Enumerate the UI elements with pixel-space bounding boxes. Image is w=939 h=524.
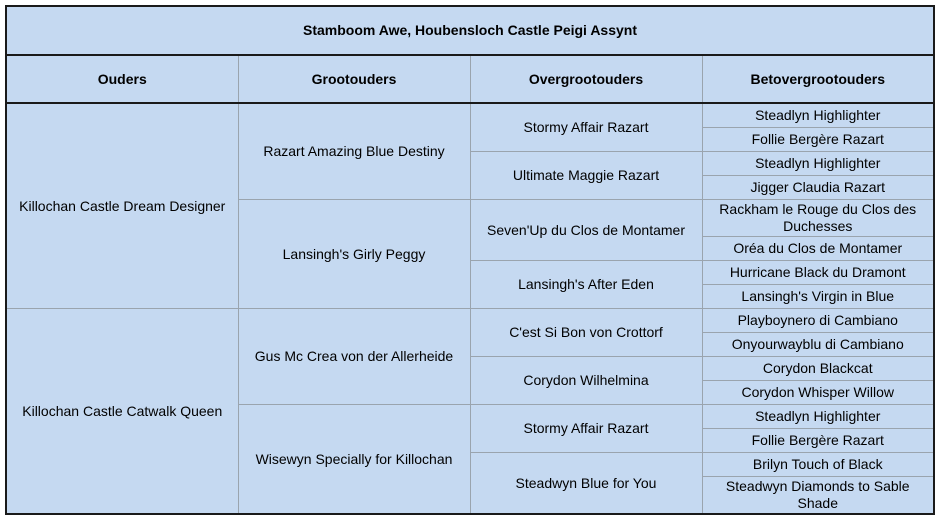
- great-grandparent-cell: Ultimate Maggie Razart: [470, 152, 702, 200]
- great-great-grandparent-cell: Corydon Whisper Willow: [702, 381, 934, 405]
- great-grandparent-cell: Stormy Affair Razart: [470, 405, 702, 453]
- great-great-grandparent-cell: Follie Bergère Razart: [702, 128, 934, 152]
- great-grandparent-cell: Lansingh's After Eden: [470, 261, 702, 309]
- header-row: [6, 55, 934, 103]
- great-great-grandparent-cell: Rackham le Rouge du Clos des Duchesses: [702, 200, 934, 237]
- grandparent-cell: Gus Mc Crea von der Allerheide: [238, 309, 470, 405]
- header-parents: Ouders: [6, 55, 238, 103]
- grandparent-cell: Lansingh's Girly Peggy: [238, 200, 470, 309]
- grandparent-cell: Razart Amazing Blue Destiny: [238, 103, 470, 200]
- great-great-grandparent-cell: Follie Bergère Razart: [702, 429, 934, 453]
- great-great-grandparent-cell: Steadlyn Highlighter: [702, 152, 934, 176]
- great-grandparent-cell: Steadwyn Blue for You: [470, 453, 702, 515]
- grandparent-cell: Wisewyn Specially for Killochan: [238, 405, 470, 515]
- pedigree-container: [5, 5, 935, 515]
- great-grandparent-cell: C'est Si Bon von Crottorf: [470, 309, 702, 357]
- header-great-great-grandparents: Betovergrootouders: [702, 55, 934, 103]
- table-row: [6, 103, 934, 128]
- great-great-grandparent-cell: Playboynero di Cambiano: [702, 309, 934, 333]
- great-grandparent-cell: Seven'Up du Clos de Montamer: [470, 200, 702, 261]
- great-great-grandparent-cell: Hurricane Black du Dramont: [702, 261, 934, 285]
- great-great-grandparent-cell: Jigger Claudia Razart: [702, 176, 934, 200]
- parent-cell-sire: Killochan Castle Dream Designer: [6, 103, 238, 309]
- great-great-grandparent-cell: Brilyn Touch of Black: [702, 453, 934, 477]
- pedigree-table: [5, 5, 935, 515]
- pedigree-title: Stamboom Awe, Houbensloch Castle Peigi Assynt: [6, 6, 934, 55]
- great-great-grandparent-cell: Steadlyn Highlighter: [702, 103, 934, 128]
- great-great-grandparent-cell: Lansingh's Virgin in Blue: [702, 285, 934, 309]
- title-row: [6, 6, 934, 55]
- parent-cell-dam: Killochan Castle Catwalk Queen: [6, 309, 238, 515]
- great-grandparent-cell: Corydon Wilhelmina: [470, 357, 702, 405]
- great-great-grandparent-cell: Steadlyn Highlighter: [702, 405, 934, 429]
- great-great-grandparent-cell: Steadwyn Diamonds to Sable Shade: [702, 477, 934, 515]
- header-great-grandparents: Overgrootouders: [470, 55, 702, 103]
- table-row: [6, 309, 934, 333]
- great-grandparent-cell: Stormy Affair Razart: [470, 103, 702, 152]
- great-great-grandparent-cell: Oréa du Clos de Montamer: [702, 237, 934, 261]
- header-grandparents: Grootouders: [238, 55, 470, 103]
- great-great-grandparent-cell: Onyourwayblu di Cambiano: [702, 333, 934, 357]
- great-great-grandparent-cell: Corydon Blackcat: [702, 357, 934, 381]
